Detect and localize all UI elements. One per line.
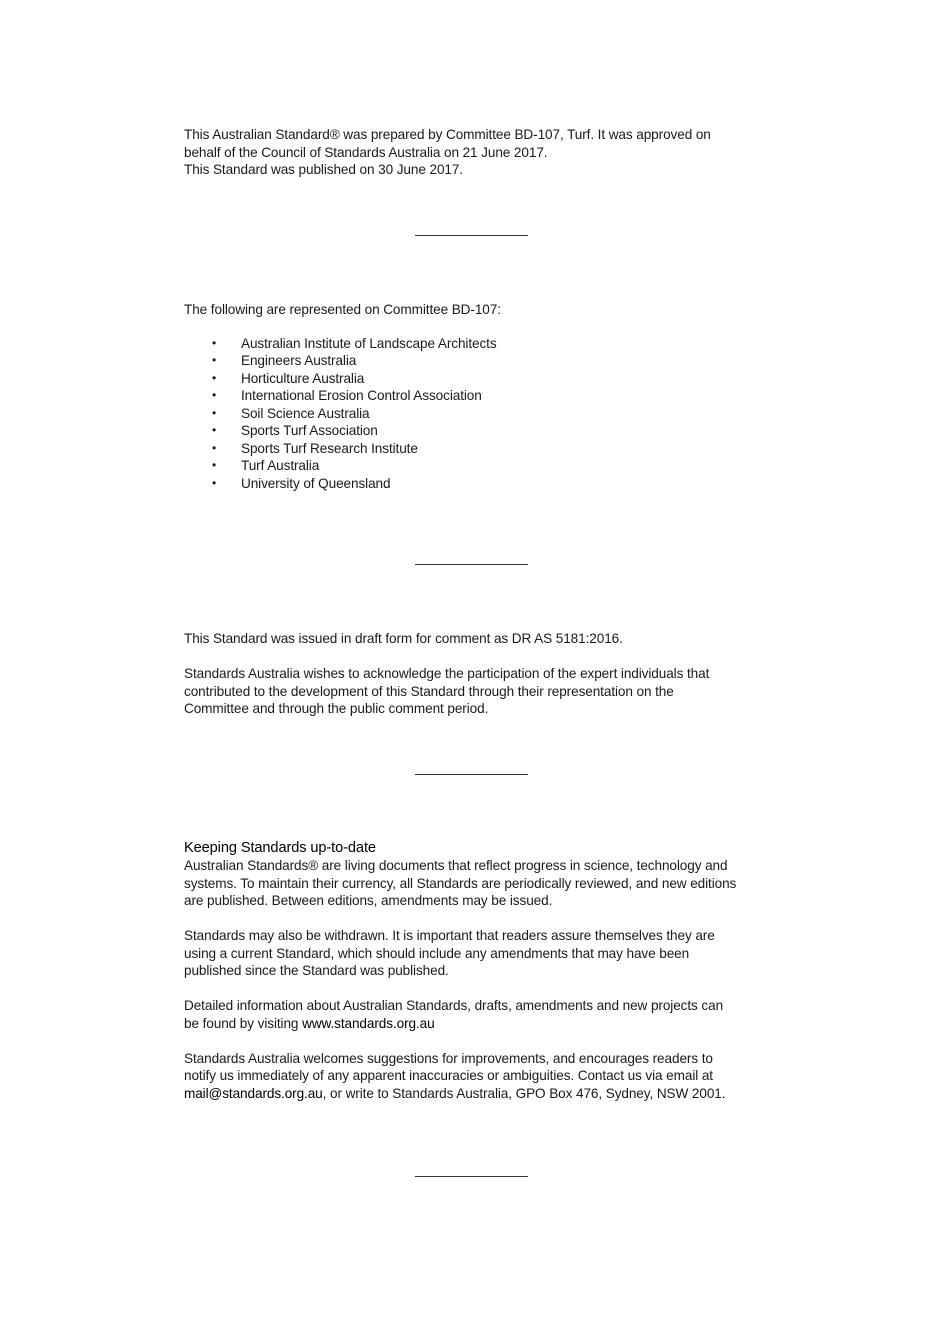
section-heading: Keeping Standards up-to-date (184, 840, 376, 856)
acknowledgement-line-1: Standards Australia wishes to acknowledge the participation of the expert individuals that (184, 666, 710, 681)
uptodate-p2-line-3: published since the Standard was published. (184, 963, 449, 978)
uptodate-block (184, 839, 764, 1102)
uptodate-p3-line-1: Detailed information about Australian Standards, drafts, amendments and new projects can (184, 998, 724, 1013)
uptodate-p4-line-1: Standards Australia welcomes suggestions for improvements, and encourages readers to (184, 1050, 713, 1066)
preface-line-1: This Australian Standard® was prepared by Committee BD-107, Turf. It was approved on (184, 127, 711, 142)
uptodate-p4-suffix: , or write to Standards Australia, GPO Box 476, Sydney, NSW 2001. (322, 1085, 726, 1101)
uptodate-p2-line-2: using a current Standard, which should include any amendments that may have been (184, 945, 690, 961)
draft-block (184, 630, 764, 718)
acknowledgement-line-3: Committee and through the public comment period. (184, 701, 489, 716)
committee-member: • International Erosion Control Association (184, 387, 764, 405)
committee-member: • University of Queensland (184, 475, 764, 493)
committee-member: • Turf Australia (184, 457, 764, 475)
committee-member-list (184, 335, 764, 493)
committee-member: • Sports Turf Association (184, 422, 764, 440)
uptodate-p4-line-3 (184, 1085, 764, 1103)
divider-2 (415, 564, 528, 565)
uptodate-p1-line-1: Australian Standards® are living documents that reflect progress in science, technology and (184, 858, 728, 873)
committee-member: • Horticulture Australia (184, 370, 764, 388)
uptodate-p1-line-3: are published. Between editions, amendments may be issued. (184, 893, 553, 908)
committee-block (184, 301, 764, 492)
preface-line-3: This Standard was published on 30 June 2017. (184, 162, 463, 177)
preface-block (184, 126, 764, 179)
divider-3 (415, 774, 528, 775)
website-link[interactable]: www.standards.org.au (302, 1015, 435, 1031)
email-link[interactable]: mail@standards.org.au (184, 1085, 323, 1101)
committee-intro: The following are represented on Committee BD-107: (184, 302, 501, 317)
divider-4 (415, 1176, 528, 1177)
uptodate-p3-prefix: be found by visiting (184, 1015, 303, 1031)
uptodate-p4-line-2: notify us immediately of any apparent inaccuracies or ambiguities. Contact us via email at (184, 1068, 713, 1083)
uptodate-p3-line-2 (184, 1015, 764, 1033)
uptodate-p2-line-1: Standards may also be withdrawn. It is important that readers assure themselves they are (184, 928, 715, 943)
divider-1 (415, 235, 528, 236)
committee-member: • Australian Institute of Landscape Architects (184, 335, 764, 353)
preface-line-2: behalf of the Council of Standards Australia on 21 June 2017. (184, 144, 548, 160)
uptodate-p1-line-2: systems. To maintain their currency, all Standards are periodically reviewed, and new editions (184, 875, 737, 891)
committee-member: • Engineers Australia (184, 352, 764, 370)
committee-member: • Soil Science Australia (184, 405, 764, 423)
committee-member: • Sports Turf Research Institute (184, 440, 764, 458)
acknowledgement-line-2: contributed to the development of this Standard through their representation on the (184, 683, 674, 699)
draft-issued-text: This Standard was issued in draft form for comment as DR AS 5181:2016. (184, 631, 623, 646)
